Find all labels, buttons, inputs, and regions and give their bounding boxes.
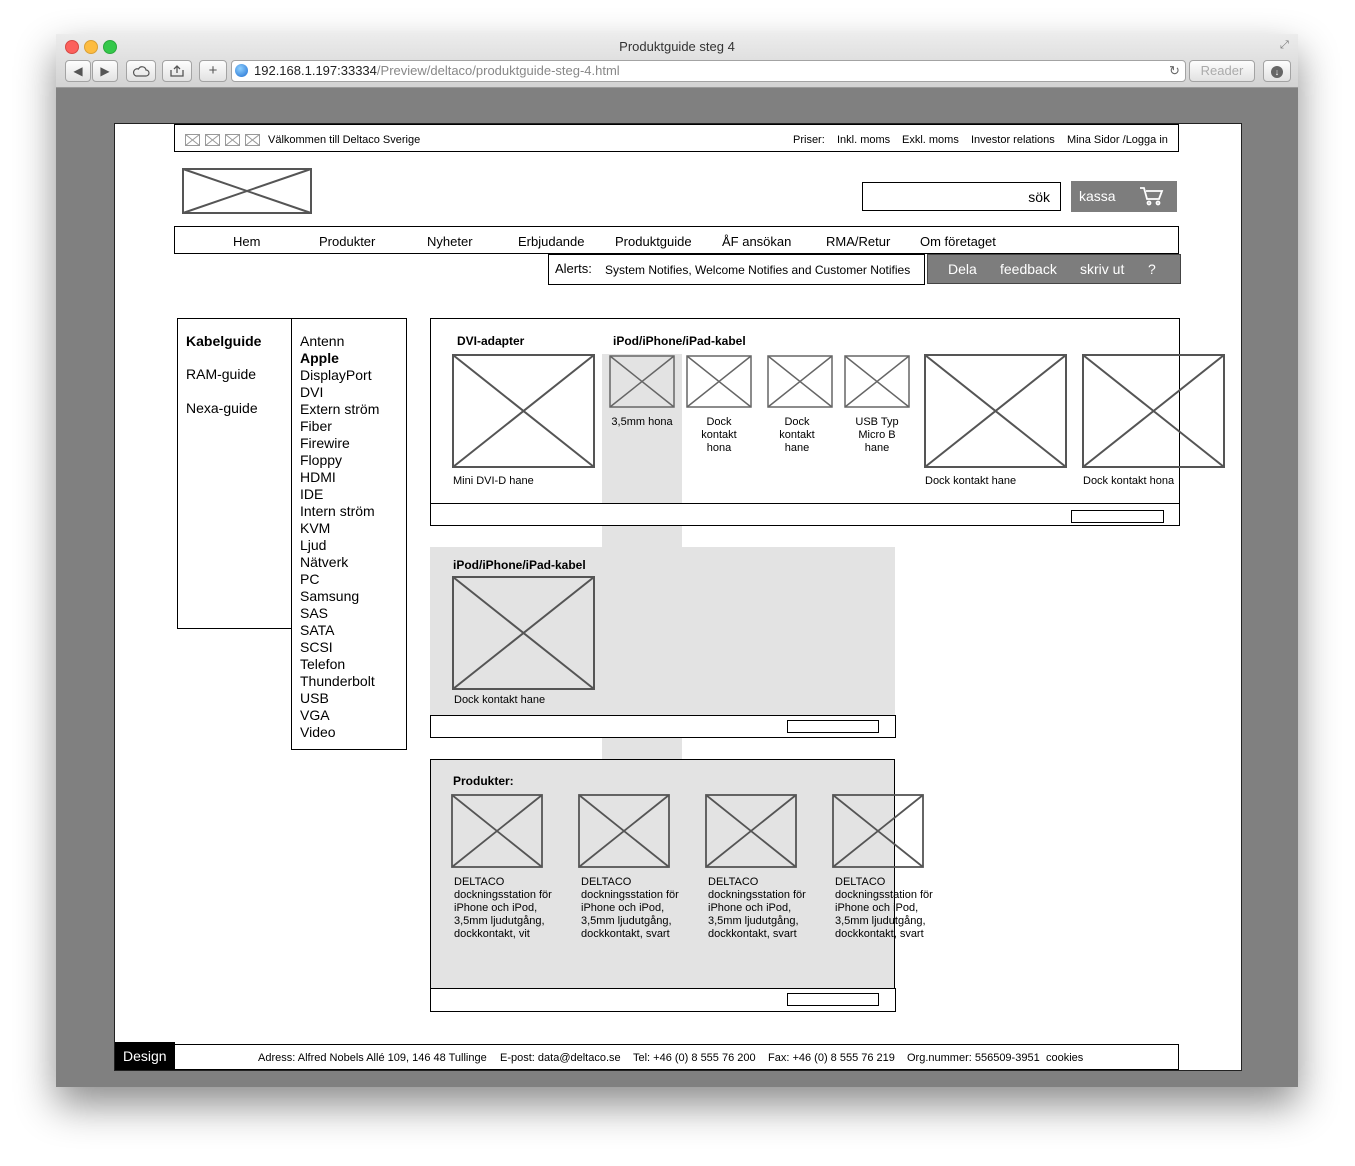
share-link[interactable]: Dela — [948, 261, 977, 277]
category-item[interactable]: Fiber — [300, 418, 332, 434]
guide-kabelguide[interactable]: Kabelguide — [186, 333, 262, 349]
help-link[interactable]: ? — [1148, 261, 1156, 277]
footer-email[interactable]: E-post: data@deltaco.se — [500, 1052, 621, 1064]
category-item[interactable]: DVI — [300, 384, 324, 400]
footer-bar — [174, 1044, 1179, 1070]
category-item[interactable]: KVM — [300, 520, 331, 536]
category-item[interactable]: USB — [300, 690, 329, 706]
category-item[interactable]: VGA — [300, 707, 330, 723]
reader-button[interactable]: Reader — [1189, 60, 1255, 82]
social-icons — [185, 133, 263, 151]
design-badge[interactable] — [115, 1042, 175, 1070]
address-bar[interactable] — [231, 60, 1186, 82]
category-item[interactable]: HDMI — [300, 469, 336, 485]
category-item[interactable]: Firewire — [300, 435, 350, 451]
step1-large-caption-1: Dock kontakt hane — [925, 475, 1017, 487]
step1-heading-ipod: iPod/iPhone/iPad-kabel — [613, 334, 746, 348]
nav-om-foretaget[interactable]: Om företaget — [920, 234, 996, 249]
product-image-3[interactable] — [705, 794, 797, 868]
category-item[interactable]: Antenn — [300, 333, 345, 349]
back-button[interactable]: ◀ — [65, 60, 91, 82]
step1-heading-dvi: DVI-adapter — [457, 334, 525, 348]
product-title-1[interactable]: DELTACO dockningsstation för iPhone och iPod, 3,5mm ljudutgång, dockkontakt, vit — [454, 876, 552, 940]
nav-rma-retur[interactable]: RMA/Retur — [826, 234, 891, 249]
category-item[interactable]: Video — [300, 724, 336, 740]
step1-small-caption-2: Dock kontakt hona — [701, 416, 737, 454]
url-path: /Preview/deltaco/produktguide-steg-4.html — [376, 63, 620, 78]
footer-cookies-link[interactable]: cookies — [1046, 1052, 1084, 1064]
globe-icon — [235, 64, 248, 77]
category-item[interactable]: Telefon — [300, 656, 346, 672]
investor-relations-link[interactable]: Investor relations — [971, 134, 1055, 146]
footer-tel: Tel: +46 (0) 8 555 76 200 — [633, 1052, 756, 1064]
print-link[interactable]: skriv ut — [1080, 261, 1125, 277]
step1-large-caption-2: Dock kontakt hona — [1083, 475, 1175, 487]
guide-ram-guide[interactable]: RAM-guide — [186, 366, 257, 382]
step1-small-image-4[interactable] — [844, 355, 910, 408]
cart-label: kassa — [1079, 188, 1116, 204]
product-image-4[interactable] — [832, 794, 924, 868]
category-item[interactable]: DisplayPort — [300, 367, 372, 383]
step1-divider — [430, 503, 1180, 504]
excl-vat-link[interactable]: Exkl. moms — [902, 134, 959, 146]
step2-item-image[interactable] — [452, 576, 595, 690]
browser-toolbar — [56, 34, 1298, 88]
category-item[interactable]: SATA — [300, 622, 335, 638]
step1-small-image-3[interactable] — [767, 355, 833, 408]
footer-org: Org.nummer: 556509-3951 — [907, 1052, 1040, 1064]
feedback-link[interactable]: feedback — [1000, 261, 1057, 277]
nav-af-ansokan[interactable]: ÅF ansökan — [722, 234, 792, 249]
product-title-3[interactable]: DELTACO dockningsstation för iPhone och iPod, 3,5mm ljudutgång, dockkontakt, svart — [708, 876, 806, 940]
step2-heading: iPod/iPhone/iPad-kabel — [453, 558, 586, 572]
step1-small-caption-3: Dock kontakt hane — [779, 416, 815, 454]
category-item[interactable]: Extern ström — [300, 401, 380, 417]
product-strip — [431, 794, 933, 944]
step1-small-image-1[interactable] — [609, 355, 675, 408]
alerts-box — [548, 254, 925, 285]
category-item[interactable]: Ljud — [300, 537, 327, 553]
product-title-2[interactable]: DELTACO dockningsstation för iPhone och iPod, 3,5mm ljudutgång, dockkontakt, svart — [581, 876, 679, 940]
footer-address: Adress: Alfred Nobels Allé 109, 146 48 Tullinge — [258, 1052, 487, 1064]
url-host: 192.168.1.197:33334 — [254, 63, 377, 78]
step2-item-caption: Dock kontakt hane — [454, 694, 546, 706]
browser-window — [56, 34, 1298, 1087]
guide-nexa-guide[interactable]: Nexa-guide — [186, 400, 258, 416]
reload-icon[interactable]: ↻ — [1169, 63, 1180, 78]
nav-produkter[interactable]: Produkter — [319, 234, 376, 249]
nav-erbjudande[interactable]: Erbjudande — [518, 234, 585, 249]
search-input[interactable] — [862, 182, 1061, 211]
category-item[interactable]: Floppy — [300, 452, 343, 468]
step2-progress-slot — [787, 720, 879, 733]
step1-small-image-2[interactable] — [686, 355, 752, 408]
alerts-text: System Notifies, Welcome Notifies and Customer Notifies — [605, 263, 911, 277]
nav-hem[interactable]: Hem — [233, 234, 261, 249]
step1-item-mini-dvi-image[interactable] — [452, 354, 595, 468]
category-item[interactable]: Apple — [300, 350, 339, 366]
main-nav — [174, 226, 1179, 254]
welcome-text: Välkommen till Deltaco Sverige — [268, 134, 421, 146]
incl-vat-link[interactable]: Inkl. moms — [837, 134, 891, 146]
step1-large-image-1[interactable] — [924, 354, 1067, 468]
category-item[interactable]: IDE — [300, 486, 324, 502]
footer-fax: Fax: +46 (0) 8 555 76 219 — [768, 1052, 895, 1064]
category-item[interactable]: Nätverk — [300, 554, 349, 570]
category-items — [300, 333, 379, 741]
category-item[interactable]: Intern ström — [300, 503, 375, 519]
step1-large-item-2[interactable] — [1081, 354, 1180, 487]
category-item[interactable]: SAS — [300, 605, 329, 621]
window-title: Produktguide steg 4 — [619, 39, 735, 54]
nav-nyheter[interactable]: Nyheter — [427, 234, 473, 249]
shopping-cart-icon — [1139, 186, 1165, 206]
cloud-icon — [132, 65, 150, 77]
product-image-2[interactable] — [578, 794, 670, 868]
step1-progress-slot — [1071, 510, 1164, 523]
downloads-button[interactable] — [1263, 60, 1291, 82]
top-bar — [174, 124, 1179, 152]
share-icon — [169, 65, 185, 77]
category-item[interactable]: PC — [300, 571, 320, 587]
step1-small-caption-1: 3,5mm hona — [611, 416, 673, 428]
category-item[interactable]: Samsung — [300, 588, 360, 604]
step1-item-mini-dvi-caption: Mini DVI-D hane — [453, 475, 534, 487]
product-image-1[interactable] — [451, 794, 543, 868]
forward-button[interactable]: ▶ — [92, 60, 118, 82]
new-tab-button[interactable]: + — [199, 60, 227, 82]
step1-small-caption-4: USB Typ Micro B hane — [855, 416, 899, 454]
products-heading: Produkter: — [453, 774, 514, 788]
share-button[interactable] — [162, 60, 192, 82]
logo-placeholder[interactable] — [182, 168, 312, 214]
prices-label: Priser: — [793, 134, 825, 146]
search-button[interactable]: sök — [1028, 189, 1050, 205]
download-icon: ↓ — [1271, 66, 1283, 78]
product-title-4[interactable]: DELTACO dockningsstation för iPhone och iPod, 3,5mm ljudutgång, dockkontakt, svart — [835, 876, 933, 940]
design-label: Design — [123, 1048, 167, 1064]
category-list — [291, 318, 407, 750]
cart-button[interactable] — [1071, 181, 1177, 212]
page-canvas — [114, 123, 1242, 1071]
icloud-tabs-button[interactable] — [126, 60, 156, 82]
category-item[interactable]: SCSI — [300, 639, 333, 655]
guide-menu — [177, 318, 292, 629]
fullscreen-icon[interactable]: ⤢ — [1280, 39, 1289, 51]
category-item[interactable]: Thunderbolt — [300, 673, 375, 689]
products-progress-slot — [787, 993, 879, 1006]
nav-produktguide[interactable]: Produktguide — [615, 234, 692, 249]
alerts-label: Alerts: — [555, 261, 592, 276]
connector-2 — [602, 738, 682, 759]
my-pages-login-link[interactable]: Mina Sidor /Logga in — [1067, 134, 1168, 146]
action-bar — [927, 254, 1181, 284]
connector-1 — [602, 526, 682, 547]
